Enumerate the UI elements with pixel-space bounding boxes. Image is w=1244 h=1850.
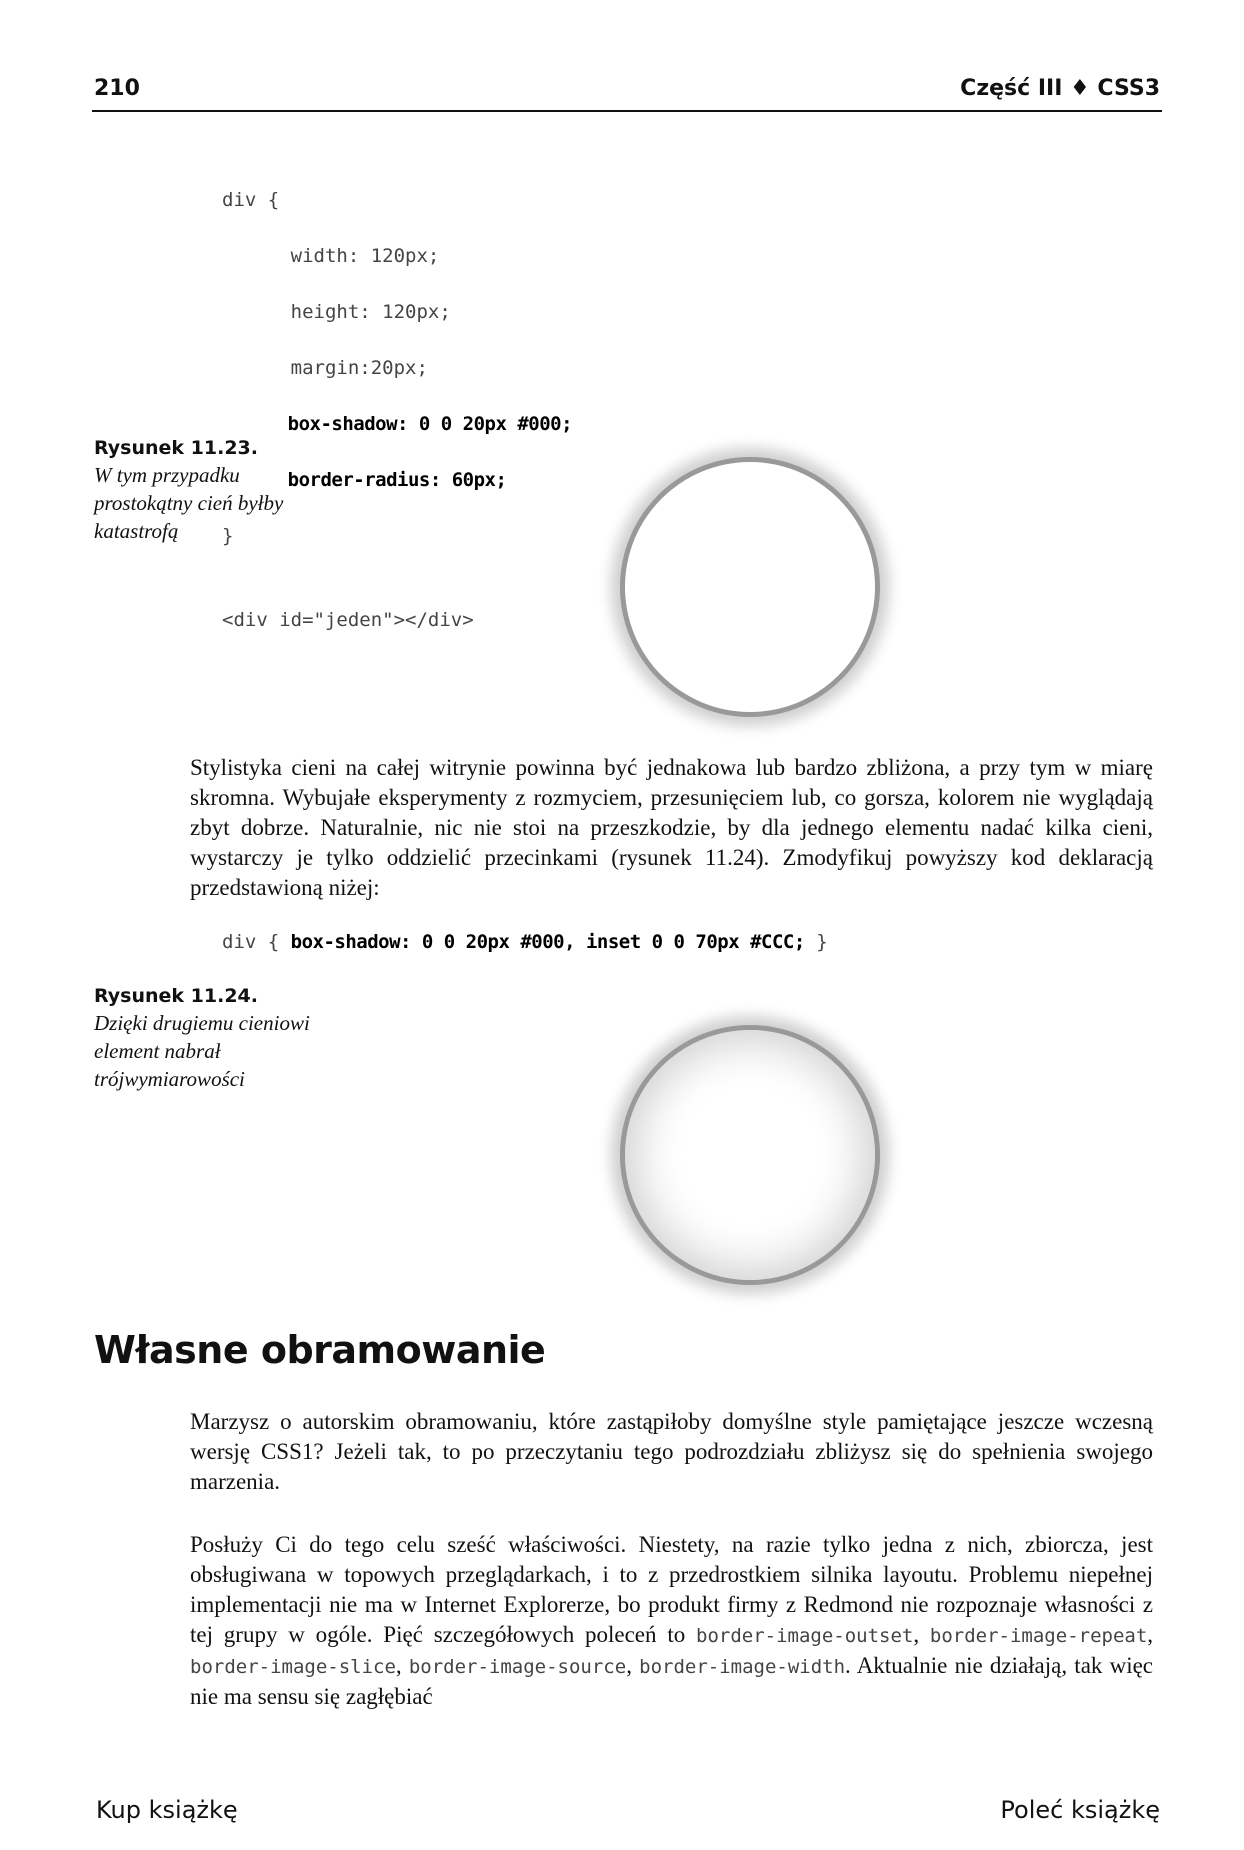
circle-shadow-figure [625, 462, 875, 712]
header-rule [92, 110, 1162, 112]
code-text: } [804, 931, 828, 953]
code-line-highlight: border-radius: 60px; [222, 469, 507, 491]
running-header: Część III ♦ CSS3 [960, 76, 1160, 101]
code-line: div { [222, 189, 280, 211]
figure-caption-2 [94, 985, 334, 1093]
figure-caption-text: Dzięki drugiemu cieniowi element nabrał trójwymiarowości [94, 1011, 310, 1091]
css-property: border-image-slice [190, 1656, 396, 1678]
figure-label: Rysunek 11.24. [94, 985, 258, 1007]
code-line: } [222, 525, 234, 547]
code-line-highlight: box-shadow: 0 0 20px #000; [222, 413, 573, 435]
body-paragraph: Stylistyka cieni na całej witrynie powinna być jednakowa lub bardzo zbliżona, a przy tym w miarę skromna. Wybujałe eksperymenty z rozmyciem, przesunięciem lub, co gorsza, kolorem nie wyglądają zbyt dobrze. Naturalnie, nic nie stoi na przeszkodzie, by dla jednego elementu nadać kilka cieni, wystarczy je tylko oddzielić przecinkami (rysunek 11.24). Zmodyfikuj powyższy kod deklaracją przedstawioną niżej: [190, 755, 1153, 900]
paragraph-text: . Aktualnie nie działają, tak więc nie ma sensu się zagłębiać [190, 1653, 1154, 1709]
css-property: border-image-width [639, 1656, 846, 1678]
css-property: border-image-repeat [929, 1625, 1148, 1647]
buy-book-link[interactable]: Kup książkę [96, 1796, 238, 1824]
code-text: div { [222, 931, 291, 953]
figure-label: Rysunek 11.23. [94, 437, 258, 459]
code-highlight: box-shadow: 0 0 20px #000, inset 0 0 70px #CCC; [290, 931, 805, 953]
circle-inset-shadow-figure [625, 1030, 875, 1280]
page-number: 210 [94, 76, 140, 101]
code-line: <div id="jeden"></div> [222, 609, 474, 631]
code-block-1 [222, 158, 572, 662]
css-property: border-image-outset [696, 1625, 914, 1647]
paragraph-text: Posłuży Ci do tego celu sześć właściwości. Niestety, na razie tylko jedna z nich, zbiorcza, jest obsługiwana w topowych przeglądarkach, i to z przedrostkiem silnika layoutu. Problemu niepełnej implementacji nie ma w Internet Explorerze, bo produkt firmy z Redmond nie rozpoznaje własności z tej grupy w ogóle. Pięć szczegółowych poleceń to [190, 1532, 1153, 1647]
recommend-book-link[interactable]: Poleć książkę [1000, 1796, 1160, 1824]
css-property: border-image-source [408, 1656, 627, 1678]
section-heading: Własne obramowanie [94, 1328, 546, 1372]
code-line: margin:20px; [222, 357, 428, 379]
code-line: height: 120px; [222, 301, 451, 323]
code-block-2 [222, 928, 828, 956]
figure-caption-text: W tym przypadku prostokątny cień byłby katastrofą [94, 463, 284, 543]
figure-caption-1 [94, 437, 334, 545]
code-line: width: 120px; [222, 245, 440, 267]
body-paragraph: Marzysz o autorskim obramowaniu, które zastąpiłoby domyślne style pamiętające jeszcze wczesną wersję CSS1? Jeżeli tak, to po przeczytaniu tego podrozdziału zbliżysz się do spełnienia swojego marzenia. [190, 1409, 1153, 1494]
body-paragraph: Posłuży Ci do tego celu sześć właściwości. Niestety, na razie tylko jedna z nich, zbiorcza, jest obsługiwana w topowych przeglądarkach, i to z przedrostkiem silnika layoutu. Problemu niepełnej implementacji nie ma w Internet Explorerze, bo produkt firmy z Redmond nie rozpoznaje własności z tej grupy w ogóle. Pięć szczegółowych poleceń to border-image-outset, border-image-repeat, border-image-slice, border-image-source, border-image-width. Aktualnie nie działają, tak więc nie ma sensu się zagłębiać [190, 1532, 1154, 1709]
